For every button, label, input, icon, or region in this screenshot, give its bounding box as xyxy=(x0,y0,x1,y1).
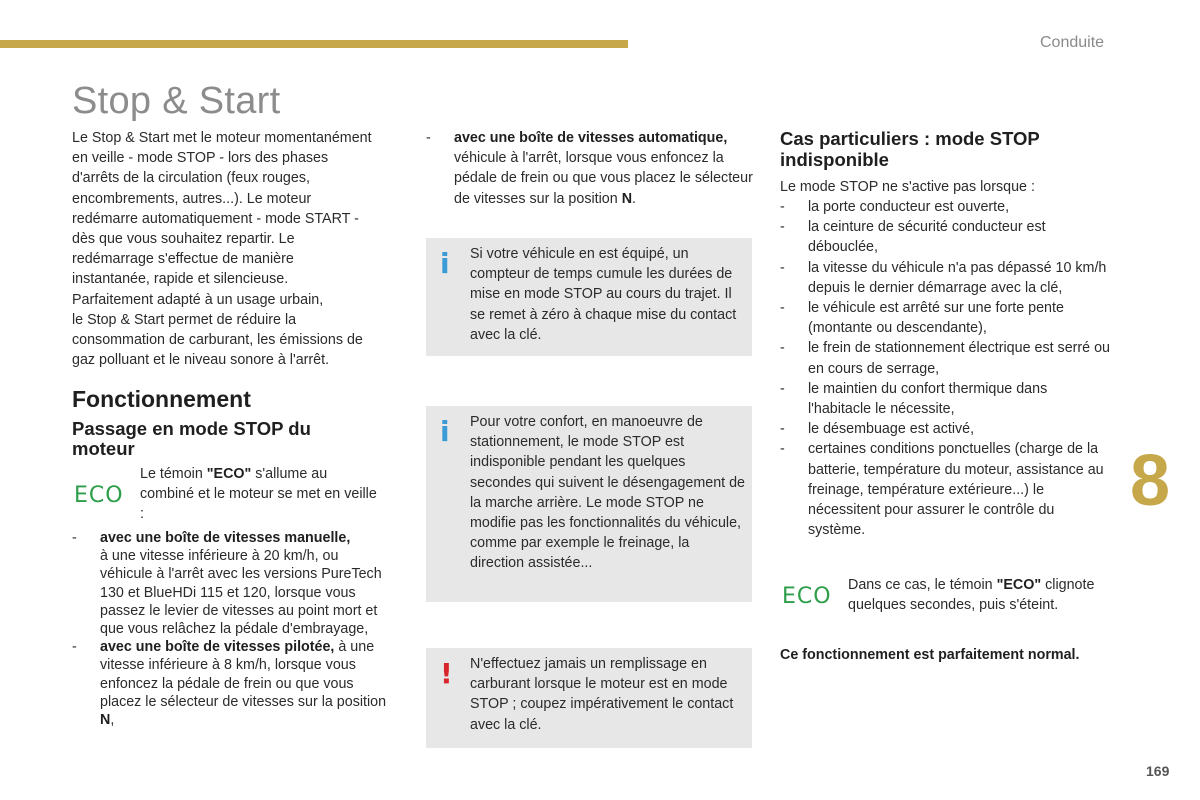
section-name: Conduite xyxy=(1040,34,1105,51)
intro-line: redémarrage s'effectue de manière xyxy=(72,251,294,268)
intro-line: Le Stop & Start met le moteur momentanément xyxy=(72,130,372,146)
eco-indicator-block xyxy=(72,464,392,525)
list-item: - la ceinture de sécurité conducteur est débouclée, xyxy=(780,217,1110,257)
svg-text:ECO: ECO xyxy=(782,584,832,609)
intro-line: instantanée, rapide et silencieuse. xyxy=(72,271,289,288)
intro-line: en veille - mode STOP - lors des phases xyxy=(72,150,329,167)
list-item: - le frein de stationnement électrique est serré ou en cours de serrage, xyxy=(780,338,1110,378)
page-title: Stop & Start xyxy=(72,80,281,122)
page-number: 169 xyxy=(1146,763,1170,779)
automatic-gearbox-list xyxy=(426,128,756,209)
list-item: - le maintien du confort thermique dans l'habitacle le nécessite, xyxy=(780,379,1110,419)
list-item: - la vitesse du véhicule n'a pas dépassé 10 km/h depuis le dernier démarrage avec la clé, xyxy=(780,258,1110,298)
section-heading-fonctionnement: Fonctionnement xyxy=(72,386,251,412)
gearbox-list xyxy=(72,529,392,729)
list-item-piloted: - avec une boîte de vitesses pilotée, à une vitesse inférieure à 8 km/h, lorsque vous enfoncez la pédale de frein ou que vous placez le sélecteur de vitesses sur la position N, xyxy=(72,638,392,729)
special-cases-heading: Cas particuliers : mode STOP indisponible xyxy=(780,128,1040,170)
list-item: - certaines conditions ponctuelles (charge de la batterie, température du moteur, assistance au freinage, température extérieure...) le nécessitent pour assurer le contrôle du système. xyxy=(780,439,1110,540)
eco-icon xyxy=(72,481,140,507)
info-icon: i xyxy=(440,247,450,280)
header-accent-bar xyxy=(0,40,628,48)
info-box-text: Si votre véhicule en est équipé, un compteur de temps cumule les durées de mise en mode STOP au cours du trajet. Il se remet à zéro à chaque mise du contact avec la clé. xyxy=(470,246,737,343)
intro-line: gaz polluant et le niveau sonore à l'arrêt. xyxy=(72,352,330,369)
intro-line: d'arrêts de la circulation (feux rouges, xyxy=(72,170,310,187)
intro-line: le Stop & Start permet de réduire la xyxy=(72,311,297,328)
intro-line: encombrements, autres...). Le moteur xyxy=(72,190,312,207)
info-box-parking xyxy=(426,406,752,602)
info-box-counter xyxy=(426,238,752,356)
list-item-automatic: - avec une boîte de vitesses automatique, véhicule à l'arrêt, lorsque vous enfoncez la pédale de frein ou que vous placez le sélecteur de vitesses sur la position N. xyxy=(426,128,756,209)
warning-icon: ! xyxy=(440,657,453,690)
list-item: - la porte conducteur est ouverte, xyxy=(780,197,1110,217)
chapter-number: 8 xyxy=(1130,441,1171,521)
subheading-stop-mode xyxy=(72,419,392,459)
intro-line: consommation de carburant, les émissions de xyxy=(72,332,363,349)
info-icon: i xyxy=(440,415,450,448)
subheading-line: moteur xyxy=(72,438,135,459)
svg-text:ECO: ECO xyxy=(74,483,124,508)
warning-box-text: N'effectuez jamais un remplissage en carburant lorsque le moteur est en mode STOP ; coupez impérativement le contact avec la clé. xyxy=(470,656,734,733)
eco-description: Le témoin "ECO" s'allume au combiné et le moteur se met en veille : xyxy=(140,466,377,523)
list-item: - le désembuage est activé, xyxy=(780,419,1110,439)
subheading-line: Passage en mode STOP du xyxy=(72,418,311,439)
list-item-manual: - avec une boîte de vitesses manuelle, à une vitesse inférieure à 20 km/h, ou véhicule à l'arrêt avec les versions PureTech 130 et BlueHDi 115 et 120, lorsque vous passez le levier de vitesses au point mort et que vous relâchez la pédale d'embrayage, xyxy=(72,529,392,638)
warning-box-refuel xyxy=(426,648,752,748)
intro-line: dès que vous souhaitez repartir. Le xyxy=(72,231,295,248)
intro-line: redémarre automatiquement - mode START - xyxy=(72,210,359,227)
conclusion-note: Ce fonctionnement est parfaitement normal. xyxy=(780,647,1080,663)
special-cases-intro: Le mode STOP ne s'active pas lorsque : xyxy=(780,179,1035,195)
eco-icon xyxy=(780,582,848,608)
intro-line: Parfaitement adapté à un usage urbain, xyxy=(72,291,324,308)
eco-blinking-description: Dans ce cas, le témoin "ECO" clignote quelques secondes, puis s'éteint. xyxy=(848,577,1095,614)
list-item: - le véhicule est arrêté sur une forte pente (montante ou descendante), xyxy=(780,298,1110,338)
eco-indicator-block-blinking xyxy=(780,575,1100,615)
intro-paragraph xyxy=(72,128,402,370)
special-cases-list xyxy=(780,197,1110,540)
info-box-text: Pour votre confort, en manoeuvre de stationnement, le mode STOP est indisponible pendant les quelques secondes qui suivent le désengagement de la marche arrière. Le mode STOP ne modifie pas les fonctionnalités du véhicule, comme par exemple le freinage, la direction assistée... xyxy=(470,414,746,572)
